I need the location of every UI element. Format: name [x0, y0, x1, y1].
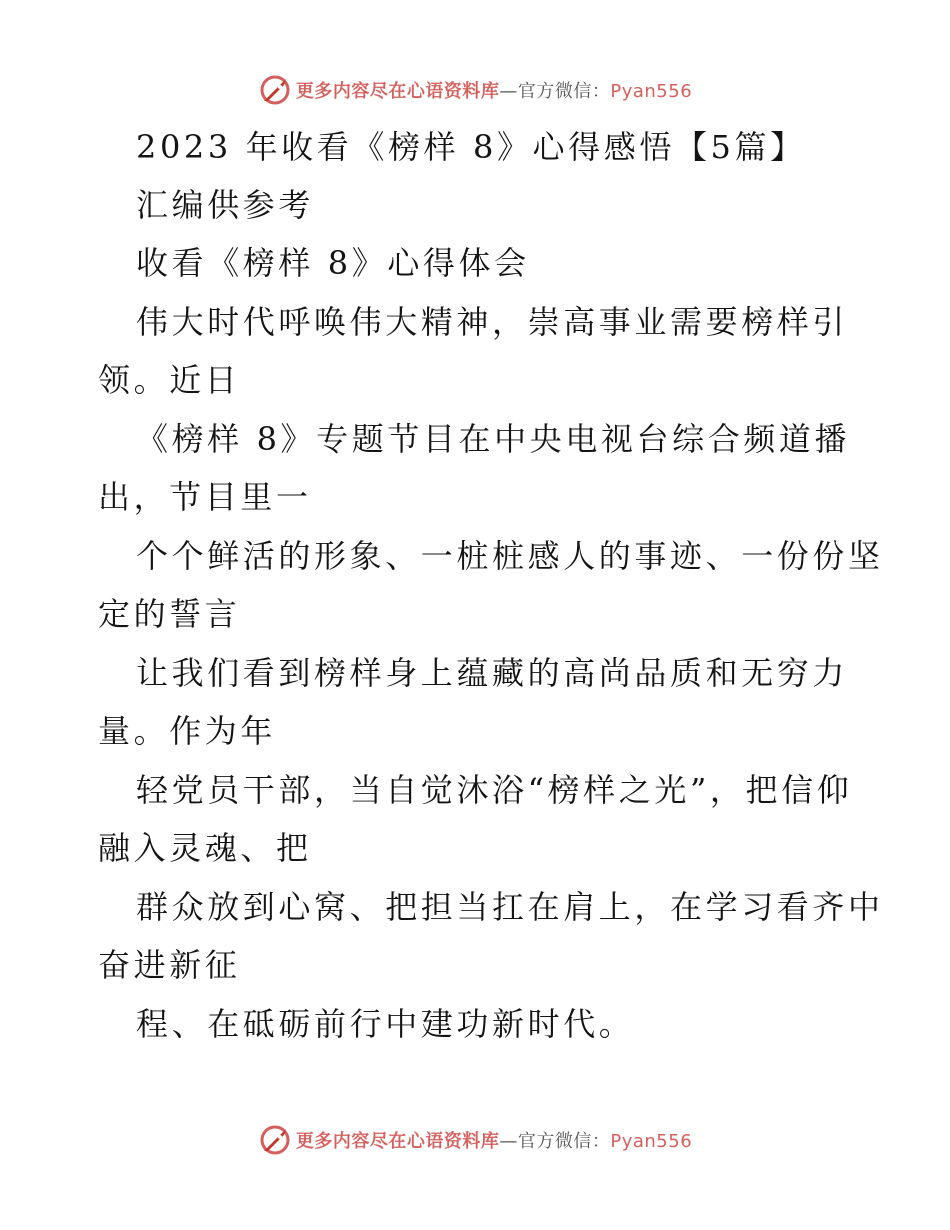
text-line: 出，节目里一 [98, 478, 312, 516]
text-line: 程、在砥砺前行中建功新时代。 [136, 1005, 635, 1043]
text-line: 量。作为年 [98, 712, 277, 750]
watermark-brand: 更多内容尽在心语资料库 [295, 81, 500, 102]
text-line: 轻党员干部，当自觉沐浴“榜样之光”，把信仰 [136, 771, 853, 809]
header-watermark [0, 70, 950, 110]
watermark-official: 官方微信： [517, 1131, 611, 1152]
text-line: 定的誓言 [98, 595, 241, 633]
document-subtitle: 汇编供参考 [136, 186, 315, 224]
text-line: 让我们看到榜样身上蕴藏的高尚品质和无穷力 [136, 654, 849, 692]
watermark-separator: — [499, 81, 518, 102]
watermark-brand: 更多内容尽在心语资料库 [295, 1131, 500, 1152]
quill-logo-icon [258, 73, 292, 107]
text-line: 领。近日 [98, 361, 241, 399]
watermark-separator: — [499, 1131, 518, 1152]
quill-logo-icon [258, 1123, 292, 1157]
text-line: 伟大时代呼唤伟大精神，崇高事业需要榜样引 [136, 303, 849, 341]
text-line: 《榜样 8》专题节目在中央电视台综合频道播 [136, 420, 851, 458]
watermark-official: 官方微信： [517, 81, 611, 102]
text-line: 群众放到心窝、把担当扛在肩上，在学习看齐中 [136, 888, 884, 926]
watermark-wechat-id: Pyan556 [610, 1131, 693, 1152]
footer-watermark [0, 1120, 950, 1160]
document-title: 2023 年收看《榜样 8》心得感悟【5篇】 [136, 128, 806, 166]
watermark-wechat-id: Pyan556 [610, 81, 693, 102]
section-heading: 收看《榜样 8》心得体会 [136, 244, 530, 282]
text-line: 个个鲜活的形象、一桩桩感人的事迹、一份份坚 [136, 537, 884, 575]
text-line: 奋进新征 [98, 946, 241, 984]
text-line: 融入灵魂、把 [98, 829, 312, 867]
